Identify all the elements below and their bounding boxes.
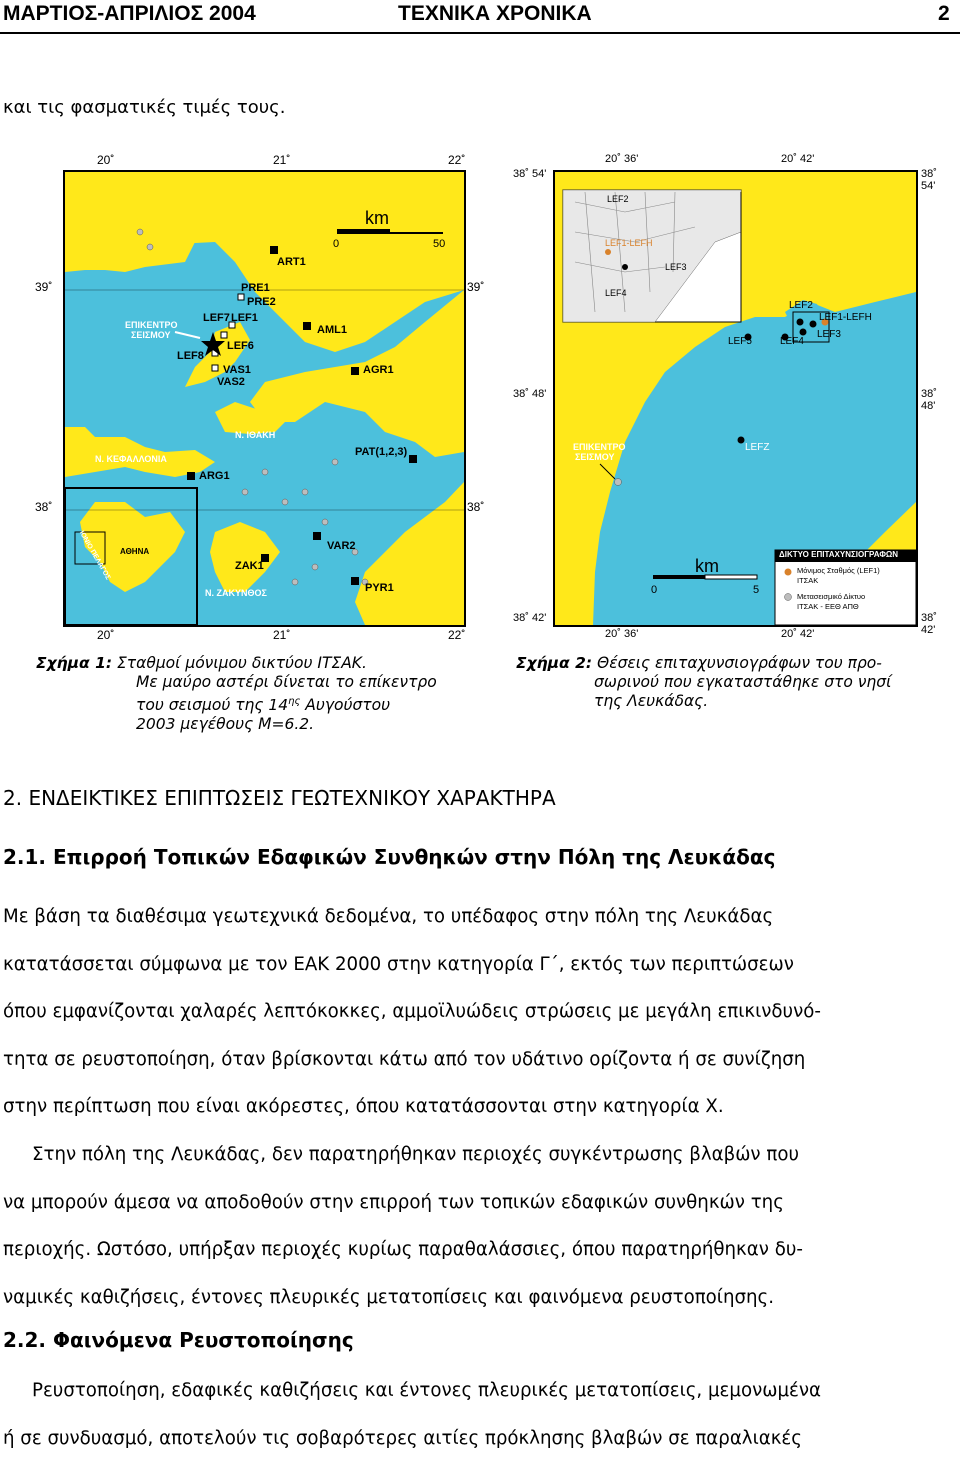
map2-scale-min: 0: [651, 584, 657, 596]
map2-corner-br: 38˚ 42': [921, 612, 937, 636]
place-ithaki: Ν. ΙΘΑΚΗ: [235, 430, 275, 440]
station-lef8: LEF8: [177, 350, 204, 362]
map1: [63, 170, 466, 627]
map1-epicenter-label-1: ΕΠΙΚΕΝΤΡΟ: [125, 320, 178, 330]
legend-item2-line1: Μετασεισμικό Δίκτυο: [797, 592, 865, 601]
paragraph-1-line: κατατάσσεται σύμφωνα με τον ΕΑΚ 2000 στην κατηγορία Γ΄, εκτός των περιπτώσεων: [3, 941, 958, 989]
figure2-line3: της Λευκάδας.: [516, 692, 891, 711]
map2-mid-right: 38˚ 48': [921, 388, 937, 412]
station-lef1: LEF1: [231, 312, 258, 324]
paragraph-2: [3, 1131, 958, 1321]
station-vas1: VAS1: [223, 364, 251, 376]
section-2-1-heading: 2.1. Επιρροή Τοπικών Εδαφικών Συνθηκών στην Πόλη της Λευκάδας: [3, 845, 775, 869]
map2: [553, 170, 918, 627]
paragraph-2-line: περιοχής. Ωστόσο, υπήρξαν περιοχές κυρίως παραθαλάσσιες, όπου παρατηρήθηκαν δυ-: [3, 1226, 958, 1274]
figure1-caption: [36, 654, 437, 734]
map2-scale-max: 5: [753, 584, 759, 596]
station-arg1: ARG1: [199, 470, 230, 482]
station-lefz: LEFZ: [745, 442, 769, 453]
station-lef1-lefh: LEF1-LEFH: [819, 312, 872, 323]
paragraph-2-line: Στην πόλη της Λευκάδας, δεν παρατηρήθηκαν περιοχές συγκέντρωσης βλαβών που: [3, 1131, 958, 1179]
inset-lef1-lefh: LEF1-LEFH: [605, 238, 653, 248]
map1-drawing: [65, 172, 464, 625]
map1-lon-bottom-1: 20˚: [97, 628, 114, 642]
map1-lon-top-3: 22˚: [448, 153, 465, 167]
map2-scale-unit: km: [695, 556, 719, 577]
map2-corner-bl: 38˚ 42': [513, 612, 546, 624]
place-kefallonia: Ν. ΚΕΦΑΛΛΟΝΙΑ: [95, 454, 167, 464]
map2-top-2: 20˚ 42': [781, 153, 814, 165]
map2-corner-tr: 38˚ 54': [921, 168, 937, 192]
paragraph-3: [3, 1367, 958, 1462]
station-art1: ART1: [277, 256, 306, 268]
paragraph-3-line: ή σε συνδυασμό, αποτελούν τις σοβαρότερες αιτίες πρόκλησης βλαβών σε παραλιακές: [3, 1415, 958, 1462]
map1-lat-left-2: 38˚: [35, 500, 52, 514]
figure1-line3b: Αυγούστου: [300, 696, 390, 714]
figure2-label: Σχήμα 2:: [516, 654, 592, 672]
figure1-line2: Με μαύρο αστέρι δίνεται το επίκεντρο: [36, 673, 437, 692]
map1-frame: [63, 170, 466, 627]
map1-lon-top-2: 21˚: [273, 153, 290, 167]
header-journal: ΤΕΧΝΙΚΑ ΧΡΟΝΙΚΑ: [398, 2, 592, 26]
map2-corner-tl: 38˚ 54': [513, 168, 546, 180]
paragraph-1-line: όπου εμφανίζονται χαλαρές λεπτόκοκκες, αμμοϊλυώδεις στρώσεις με μεγάλη επικινδυνό-: [3, 988, 958, 1036]
figure2-caption: [516, 654, 891, 711]
station-lef3: LEF3: [817, 329, 841, 340]
legend-item1-line2: ΙΤΣΑΚ: [797, 576, 818, 585]
station-pre1: PRE1: [241, 282, 270, 294]
place-zakynthos: Ν. ΖΑΚΥΝΘΟΣ: [205, 588, 267, 598]
paragraph-1: [3, 893, 958, 1131]
paragraph-2-line: να μπορούν άμεσα να αποδοθούν στην επιρροή των τοπικών εδαφικών συνθηκών της: [3, 1179, 958, 1227]
map2-bottom-2: 20˚ 42': [781, 628, 814, 640]
paragraph-1-line: στην περίπτωση που είναι ακόρεστες, όπου κατατάσσονται στην κατηγορία Χ.: [3, 1083, 958, 1131]
page-number: 2: [938, 2, 950, 26]
map1-lon-bottom-3: 22˚: [448, 628, 465, 642]
station-pat: PAT(1,2,3): [355, 446, 407, 458]
map2-mid-left: 38˚ 48': [513, 388, 546, 400]
station-var2: VAR2: [327, 540, 356, 552]
legend-item2-line2: ΙΤΣΑΚ - ΕΕΘ ΑΠΘ: [797, 602, 859, 611]
figure1-line3a: του σεισμού της 14: [136, 696, 288, 714]
figure1-label: Σχήμα 1:: [36, 654, 112, 672]
map1-lat-right-2: 38˚: [467, 500, 484, 514]
figure1-line4: 2003 μεγέθους Μ=6.2.: [36, 715, 437, 734]
legend-title: ΔΙΚΤΥΟ ΕΠΙΤΑΧΥΝΣΙΟΓΡΑΦΩΝ: [779, 550, 898, 559]
map2-epicenter-label-1: ΕΠΙΚΕΝΤΡΟ: [573, 442, 626, 452]
map2-top-1: 20˚ 36': [605, 153, 638, 165]
station-pyr1: PYR1: [365, 582, 394, 594]
station-zak1: ZAK1: [235, 560, 264, 572]
paragraph-1-line: τητα σε ρευστοποίηση, όταν βρίσκονται κάτω από τον υδάτινο ορίζοντα ή σε συνίζηση: [3, 1036, 958, 1084]
paragraph-1-line: Με βάση τα διαθέσιμα γεωτεχνικά δεδομένα, το υπέδαφος στην πόλη της Λευκάδας: [3, 893, 958, 941]
map1-lon-bottom-2: 21˚: [273, 628, 290, 642]
inset-lef4: LEF4: [605, 288, 627, 298]
figure2-line1: Θέσεις επιταχυνσιογράφων του προ-: [597, 654, 882, 672]
figure1-line1: Σταθμοί μόνιμου δικτύου ΙΤΣΑΚ.: [117, 654, 367, 672]
section-2-2-heading: 2.2. Φαινόμενα Ρευστοποίησης: [3, 1328, 354, 1352]
header-date: ΜΑΡΤΙΟΣ-ΑΠΡΙΛΙΟΣ 2004: [3, 2, 256, 26]
station-lef5: LEF5: [728, 336, 752, 347]
map2-epicenter-label-2: ΣΕΙΣΜΟΥ: [575, 452, 615, 462]
inset-lef3: LEF3: [665, 262, 687, 272]
station-agr1: AGR1: [363, 364, 394, 376]
station-lef4: LEF4: [780, 336, 804, 347]
station-lef2: LEF2: [789, 300, 813, 311]
figure1-line3sup: ης: [288, 696, 300, 707]
legend-item1-line1: Μόνιμος Σταθμός (LEF1): [797, 566, 880, 575]
paragraph-2-line: ναμικές καθιζήσεις, έντονες πλευρικές μετατοπίσεις και φαινόμενα ρευστοποίησης.: [3, 1274, 958, 1322]
station-vas2: VAS2: [217, 376, 245, 388]
header-rule: [0, 32, 960, 34]
paragraph-3-line: Ρευστοποίηση, εδαφικές καθιζήσεις και έντονες πλευρικές μετατοπίσεις, μεμονωμένα: [3, 1367, 958, 1415]
page-header: [0, 0, 960, 30]
map2-bottom-1: 20˚ 36': [605, 628, 638, 640]
station-lef6: LEF6: [227, 340, 254, 352]
station-lef7: LEF7: [203, 312, 230, 324]
map1-scale-min: 0: [333, 238, 339, 250]
map1-scale-max: 50: [433, 238, 445, 250]
map1-lat-left-1: 39˚: [35, 280, 52, 294]
intro-text: και τις φασματικές τιμές τους.: [3, 97, 285, 118]
figure2-line2: σωρινού που εγκαταστάθηκε στο νησί: [516, 673, 891, 692]
inset-lef2: LEF2: [607, 194, 629, 204]
map1-scale-unit: km: [365, 208, 389, 229]
station-pre2: PRE2: [247, 296, 276, 308]
section-2-heading: 2. ΕΝΔΕΙΚΤΙΚΕΣ ΕΠΙΠΤΩΣΕΙΣ ΓΕΩΤΕΧΝΙΚΟΥ ΧΑΡΑΚΤΗΡΑ: [3, 786, 556, 810]
map1-lon-top-1: 20˚: [97, 153, 114, 167]
map1-epicenter-label-2: ΣΕΙΣΜΟΥ: [131, 330, 171, 340]
map2-frame: [553, 170, 918, 627]
station-aml1: AML1: [317, 324, 347, 336]
map1-lat-right-1: 39˚: [467, 280, 484, 294]
place-ionio: ΙΟΝΙΟ ΠΕΛΑΓΟΣ: [78, 530, 112, 581]
place-athina: ΑΘΗΝΑ: [120, 547, 149, 556]
